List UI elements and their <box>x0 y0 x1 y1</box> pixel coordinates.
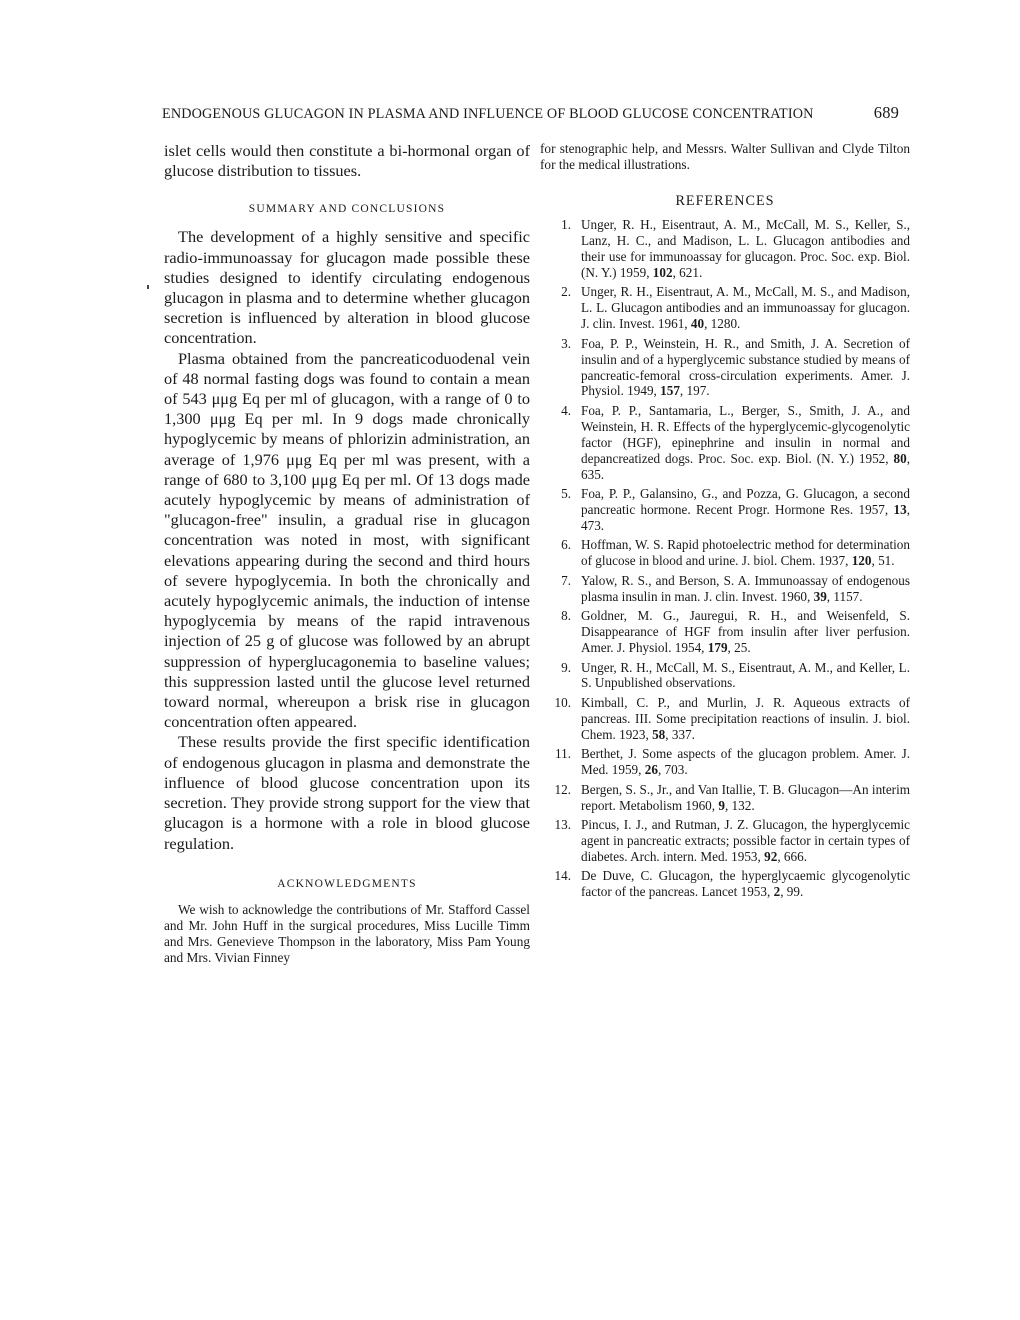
reference-item <box>540 782 910 814</box>
reference-number: 8. <box>561 608 571 624</box>
summary-paragraph: The development of a highly sensitive and specific radio-immunoassay for glucagon made possible these studies designed to identify circulating endogenous glucagon in plasma and to determine whether glucagon secretion is influenced by alteration in blood glucose concentration. <box>164 227 530 348</box>
page-number: 689 <box>873 103 899 122</box>
reference-item <box>540 336 910 400</box>
reference-item <box>540 608 910 656</box>
reference-item <box>540 217 910 281</box>
reference-pages: , 99. <box>780 884 804 900</box>
reference-volume: 13 <box>893 501 907 517</box>
reference-pages: , 132. <box>724 797 755 813</box>
reference-volume: 39 <box>813 588 827 604</box>
reference-pages: , 337. <box>665 726 695 742</box>
acknowledgments-heading: ACKNOWLEDGMENTS <box>277 877 417 890</box>
reference-volume: 26 <box>644 762 658 778</box>
reference-pages: , 51. <box>871 553 895 569</box>
reference-item <box>540 486 910 534</box>
reference-pages: , 25. <box>727 640 751 655</box>
reference-list <box>540 217 910 900</box>
summary-heading: SUMMARY AND CONCLUSIONS <box>248 203 446 216</box>
reference-text: Berthet, J. Some aspects of the glucagon problem. Amer. J. Med. 1959, <box>581 746 910 778</box>
reference-number: 6. <box>561 537 571 553</box>
summary-paragraph: Plasma obtained from the pancreaticoduodenal vein of 48 normal fasting dogs was found to contain a mean of 543 μμg Eq per ml of glucagon, with a range of 0 to 1,300 μμg Eq per ml. In 9 dogs made chronically hypoglycemic by means of phlorizin administration, an average of 1,976 μμg Eq per ml was present, with a range of 680 to 3,100 μμg Eq per ml. Of 13 dogs made acutely hypoglycemic by means of administration of "glucagon-free" insulin, a gradual rise in glucagon concentration was noted in most, with significant elevations appearing during the second and third hours of severe hypoglycemia. In both the chronically and acutely hypoglycemic animals, the induction of intense hypoglycemia by means of the rapid intravenous injection of 25 g of glucose was followed by an abrupt suppression of hyperglucagonemia to baseline values; this suppression lasted until the glucose level returned toward normal, whereupon a brisk rise in glucagon concentration often appeared. <box>164 348 530 732</box>
reference-pages: , 197. <box>679 383 710 399</box>
reference-number: 13. <box>554 817 571 833</box>
reference-pages: , 703. <box>657 762 688 778</box>
reference-number: 2. <box>561 284 571 300</box>
reference-pages: , 473. <box>581 501 910 533</box>
margin-mark <box>147 285 149 289</box>
reference-volume: 102 <box>652 264 673 280</box>
reference-number: 5. <box>561 486 571 502</box>
reference-item <box>540 537 910 569</box>
reference-text: Kimball, C. P., and Murlin, J. R. Aqueous extracts of pancreas. III. Some precipitation reactions of insulin. J. biol. Chem. 1923, <box>581 694 910 742</box>
summary-paragraph: These results provide the first specific identification of endogenous glucagon in plasma and demonstrate the influence of blood glucose concentration upon its secretion. They provide strong support for the view that glucagon is a hormone with a role in blood glucose regulation. <box>164 732 530 853</box>
reference-text: Unger, R. H., Eisentraut, A. M., McCall, M. S., and Madison, L. L. Glucagon antibodies and an immunoassay for glucagon. J. clin. Invest. 1961, <box>581 284 910 332</box>
reference-number: 14. <box>554 868 571 884</box>
reference-volume: 120 <box>851 553 872 569</box>
reference-number: 4. <box>561 402 571 418</box>
reference-text: Foa, P. P., Weinstein, H. R., and Smith, J. A. Secretion of insulin and of a hyperglycemic substance studied by means of pancreatic-femoral cross-circulation experiments. Amer. J. Physiol. 1949, <box>581 335 910 399</box>
reference-number: 1. <box>561 217 571 233</box>
reference-pages: , 1280. <box>704 316 741 332</box>
reference-volume: 40 <box>690 316 705 332</box>
reference-number: 7. <box>561 572 571 588</box>
reference-item <box>540 868 910 900</box>
reference-volume: 92 <box>764 848 778 864</box>
reference-text: Foa, P. P., Santamaria, L., Berger, S., Smith, J. A., and Weinstein, H. R. Effects of the hyperglycemic-glycogenolytic factor (HGF), epinephrine and insulin in normal and depancreatized dogs. Proc. Soc. exp. Biol. (N. Y.) 1952, <box>581 402 910 466</box>
reference-item <box>540 695 910 743</box>
right-column <box>540 141 910 904</box>
reference-pages: , 621. <box>672 264 703 280</box>
intro-continuation: islet cells would then constitute a bi-hormonal organ of glucose distribution to tissues. <box>164 141 530 181</box>
reference-text: Unger, R. H., McCall, M. S., Eisentraut, A. M., and Keller, L. S. Unpublished observations. <box>581 659 910 691</box>
reference-item <box>540 660 910 692</box>
reference-number: 11. <box>555 746 571 762</box>
reference-item <box>540 746 910 778</box>
left-column <box>164 141 530 966</box>
reference-item <box>540 403 910 483</box>
reference-item <box>540 817 910 865</box>
reference-number: 3. <box>561 335 571 351</box>
reference-pages: , 666. <box>777 848 807 864</box>
reference-volume: 80 <box>893 450 907 466</box>
reference-volume: 58 <box>652 726 666 742</box>
reference-text: Goldner, M. G., Jauregui, R. H., and Weisenfeld, S. Disappearance of HGF from insulin after liver perfusion. Amer. J. Physiol. 1954, <box>581 608 910 655</box>
reference-number: 12. <box>554 781 571 797</box>
reference-pages: , 635. <box>581 450 910 482</box>
reference-text: Unger, R. H., Eisentraut, A. M., McCall, M. S., Keller, S., Lanz, H. C., and Madison, L. L. Glucagon antibodies and their use for immunoassay for glucagon. Proc. Soc. exp. Biol. (N. Y.) 1959, <box>581 217 910 280</box>
references-heading: REFERENCES <box>675 193 775 210</box>
reference-text: Yalow, R. S., and Berson, S. A. Immunoassay of endogenous plasma insulin in man. J. clin. Invest. 1960, <box>581 572 910 604</box>
reference-text: Bergen, S. S., Jr., and Van Itallie, T. B. Glucagon—An interim report. Metabolism 1960, <box>581 781 910 813</box>
reference-text: Pincus, I. J., and Rutman, J. Z. Glucagon, the hyperglycemic agent in pancreatic extracts; possible factor in certain types of diabetes. Arch. intern. Med. 1953, <box>581 817 910 864</box>
reference-text: De Duve, C. Glucagon, the hyperglycaemic glycogenolytic factor of the pancreas. Lancet 1953, <box>581 868 910 900</box>
reference-volume: 179 <box>707 640 728 655</box>
reference-text: Foa, P. P., Galansino, G., and Pozza, G. Glucagon, a second pancreatic hormone. Recent Progr. Hormone Res. 1957, <box>581 486 910 517</box>
reference-item <box>540 573 910 605</box>
reference-volume: 9 <box>718 797 725 813</box>
reference-number: 10. <box>554 694 571 710</box>
reference-volume: 157 <box>660 383 680 399</box>
acknowledgments-text: We wish to acknowledge the contributions of Mr. Stafford Cassel and Mr. John Huff in the surgical procedures, Miss Lucille Timm and Mrs. Genevieve Thompson in the laboratory, Miss Pam Young and Mrs. Vivian Finney <box>164 901 530 965</box>
reference-item <box>540 284 910 332</box>
reference-pages: , 1157. <box>826 588 863 604</box>
acknowledgments-continuation: for stenographic help, and Messrs. Walter Sullivan and Clyde Tilton for the medical illustrations. <box>540 141 910 173</box>
reference-number: 9. <box>561 659 571 675</box>
reference-volume: 2 <box>773 884 781 900</box>
running-head-title: ENDOGENOUS GLUCAGON IN PLASMA AND INFLUENCE OF BLOOD GLUCOSE CONCENTRATION <box>162 106 814 122</box>
reference-text: Hoffman, W. S. Rapid photoelectric method for determination of glucose in blood and urine. J. biol. Chem. 1937, <box>581 537 910 569</box>
running-head <box>162 103 899 123</box>
